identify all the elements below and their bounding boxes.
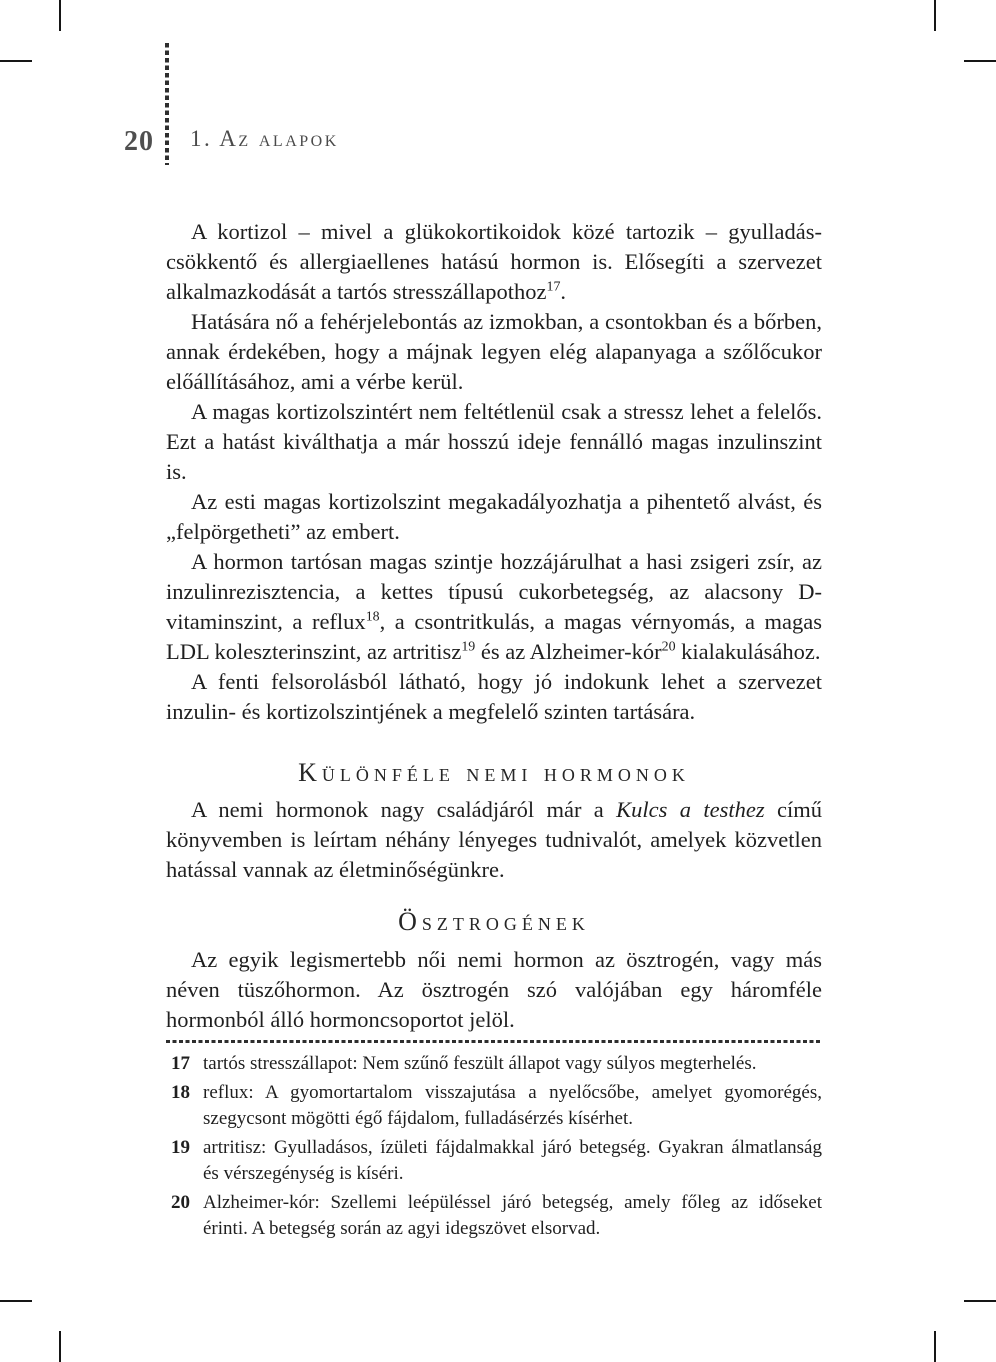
paragraph-sex-hormones-intro [166, 795, 822, 885]
text-segment: A kortizol – mivel a glükokortikoidok közé tartozik – gyulladás-csökkentő és allergiaellenes hatású hormon is. Elősegíti a szervezet alkalmazkodását a tartós stresszállapothoz [166, 219, 822, 304]
text-segment: A nemi hormonok nagy családjáról már a [191, 797, 617, 822]
crop-mark-bottom-left-horizontal [0, 1300, 32, 1302]
crop-mark-top-right-vertical [934, 0, 936, 31]
section-heading-sex-hormones: Különféle nemi hormonok [298, 758, 690, 787]
paragraph-high-cortisol-causes [166, 397, 822, 487]
section-heading-estrogens: Ösztrogének [398, 907, 590, 936]
footnote-reference: 17 [546, 279, 561, 295]
paragraph-protein-breakdown [166, 307, 822, 397]
footnote-20 [166, 1190, 822, 1242]
crop-mark-bottom-right-horizontal [964, 1300, 996, 1302]
footnote-17 [166, 1051, 822, 1077]
text-segment: . [560, 279, 567, 304]
paragraph-cortisol-intro [166, 217, 822, 307]
footnote-number: 19 [171, 1137, 190, 1158]
paragraph-conclusion [166, 667, 822, 727]
text-segment: Az egyik legismertebb női nemi hormon az ösztrogén, vagy más néven tüszőhormon. Az ösztrogén szó valójában egy háromféle hormonból álló hormoncsoportot jelöl. [166, 947, 822, 1032]
text-segment: című könyvemben is leírtam néhány lényeges tudnivalót, amelyek közvetlen hatással vannak az életminőségünkre. [166, 797, 822, 882]
footnote-reference: 20 [661, 639, 676, 655]
body-text [166, 217, 822, 1035]
crop-mark-bottom-left-vertical [59, 1331, 61, 1362]
text-segment: kialakulásához. [675, 639, 821, 664]
footnote-text: Alzheimer-kór: Szellemi leépüléssel járó betegség, amely főleg az időseket érinti. A betegség során az agyi idegszövet elsorvad. [203, 1192, 822, 1239]
footnote-number: 17 [171, 1053, 190, 1074]
paragraph-estrogen-intro [166, 945, 822, 1035]
footnote-text: artritisz: Gyulladásos, ízületi fájdalmakkal járó betegség. Gyakran álmatlanság és vérszegénység is kíséri. [203, 1137, 822, 1184]
footnote-19 [166, 1135, 822, 1187]
crop-mark-top-left-horizontal [0, 60, 32, 62]
crop-mark-top-left-vertical [59, 0, 61, 31]
text-segment: Az esti magas kortizolszint megakadályozhatja a pihentető alvást, és „felpörgetheti” az embert. [166, 489, 822, 544]
text-segment: és az Alzheimer-kór [475, 639, 662, 664]
chapter-title: 1. Az alapok [190, 126, 339, 151]
footnote-reference: 18 [365, 609, 380, 625]
page-number: 20 [124, 126, 154, 157]
paragraph-chronic-effects [166, 547, 822, 667]
footnotes [166, 1040, 822, 1245]
crop-mark-top-right-horizontal [964, 60, 996, 62]
dotted-vertical-rule [165, 43, 169, 165]
text-segment: , a csontritkulás, a magas vérnyomás, a magas LDL koleszterinszint, az artritisz [166, 609, 822, 664]
footnote-number: 20 [171, 1192, 190, 1213]
dotted-horizontal-rule [166, 1040, 822, 1043]
text-segment: Hatására nő a fehérjelebontás az izmokban, a csontokban és a bőrben, annak érdekében, hogy a májnak legyen elég alapanyaga a szőlőcukor előállításához, ami a vérbe kerül. [166, 309, 822, 394]
footnote-text: tartós stresszállapot: Nem szűnő feszült állapot vagy súlyos megterhelés. [203, 1053, 757, 1074]
text-segment: A magas kortizolszintért nem feltétlenül csak a stressz lehet a felelős. Ezt a hatást kiválthatja a már hosszú ideje fennálló magas inzulinszint is. [166, 399, 822, 484]
text-segment: A fenti felsorolásból látható, hogy jó indokunk lehet a szervezet inzulin- és kortizolszintjének a megfelelő szinten tartására. [166, 669, 822, 724]
footnote-text: reflux: A gyomortartalom visszajutása a nyelőcsőbe, amelyet gyomorégés, szegycsont mögötti égő fájdalom, fulladásérzés kísérhet. [203, 1082, 822, 1129]
crop-mark-bottom-right-vertical [934, 1331, 936, 1362]
italic-title: Kulcs a testhez [616, 797, 765, 822]
footnote-reference: 19 [461, 639, 476, 655]
paragraph-evening-cortisol [166, 487, 822, 547]
footnote-list [166, 1051, 822, 1242]
footnote-number: 18 [171, 1082, 190, 1103]
footnote-18 [166, 1080, 822, 1132]
text-segment: A hormon tartósan magas szintje hozzájárulhat a hasi zsigeri zsír, az inzulinrezisztencia, a kettes típusú cukorbetegség, az alacsony D-vitaminszint, a reflux [166, 549, 822, 634]
